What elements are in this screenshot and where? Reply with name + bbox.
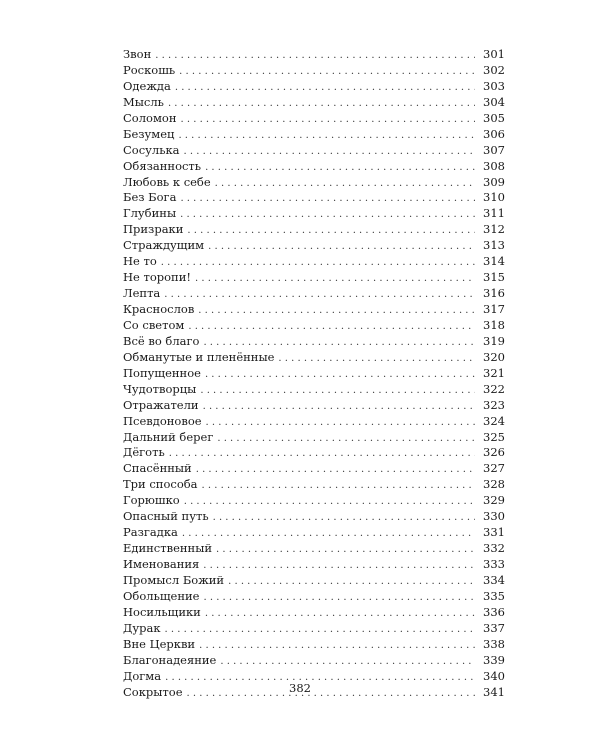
toc-entry [123,270,505,286]
toc-entry-page: 312 [483,222,505,237]
toc-entry-title: Сосулька [123,142,180,157]
toc-entry-page: 317 [483,302,505,316]
table-of-contents [123,47,505,700]
toc-entry-page: 325 [483,429,505,444]
toc-entry-title: Попущенное [123,365,201,380]
toc-entry-title: Звон [123,47,152,61]
toc-dot-leader [220,654,475,670]
toc-entry-title: Любовь к себе [123,174,211,189]
toc-entry [123,541,505,557]
toc-entry-page: 315 [483,270,505,285]
toc-entry-title: Спасённый [123,461,192,476]
toc-entry-title: Три способа [123,477,198,492]
toc-entry [123,190,505,206]
toc-dot-leader [184,144,475,160]
toc-dot-leader [180,207,475,223]
toc-dot-leader [184,494,475,510]
toc-entry-page: 324 [483,413,505,428]
toc-entry-title: Обольщение [123,588,200,603]
toc-entry [123,334,505,350]
toc-entry-title: Обманутые и пленённые [123,349,275,364]
toc-entry-title: Лепта [123,286,161,301]
toc-entry-page: 320 [483,349,505,364]
toc-entry-page: 309 [483,174,505,189]
toc-entry-page: 308 [483,158,505,173]
toc-entry [123,398,505,414]
toc-entry-title: Носильщики [123,604,201,619]
toc-entry-page: 340 [483,668,505,683]
toc-dot-leader [187,223,475,239]
toc-entry-page: 314 [483,254,505,269]
toc-dot-leader [216,542,475,558]
toc-entry-title: Страждущим [123,238,205,253]
toc-entry [123,350,505,366]
toc-entry-page: 302 [483,62,505,77]
toc-entry-title: Именования [123,557,200,571]
toc-entry-page: 328 [483,477,505,492]
toc-entry [123,95,505,111]
toc-dot-leader [228,574,475,590]
toc-entry-page: 313 [483,238,505,253]
toc-dot-leader [213,510,475,526]
toc-entry-page: 337 [483,620,505,635]
toc-dot-leader [182,526,475,542]
toc-entry [123,382,505,398]
toc-entry-page: 311 [483,206,505,221]
toc-entry [123,557,505,573]
toc-dot-leader [178,128,475,144]
toc-entry-page: 339 [483,652,505,667]
toc-entry-title: Опасный путь [123,509,209,524]
toc-dot-leader [179,64,475,80]
toc-entry [123,111,505,127]
toc-entry-page: 305 [483,110,505,125]
toc-entry-title: Глубины [123,206,177,221]
toc-dot-leader [195,271,475,287]
toc-dot-leader [278,351,475,367]
toc-dot-leader [155,48,475,64]
toc-entry-title: Дёготь [123,445,165,460]
toc-entry-title: Сокрытое [123,684,183,699]
toc-entry-title: Обязанность [123,158,202,173]
page-number: 382 [289,681,311,695]
toc-entry-title: Призраки [123,222,184,237]
toc-dot-leader [217,431,475,447]
toc-dot-leader [205,606,475,622]
toc-entry-title: Промысл Божий [123,572,225,587]
toc-entry-page: 321 [483,365,505,380]
toc-dot-leader [169,446,475,462]
toc-entry-title: Не торопи! [123,270,192,285]
toc-entry [123,637,505,653]
toc-entry [123,573,505,589]
toc-entry-page: 322 [483,381,505,396]
toc-entry [123,653,505,669]
toc-dot-leader [206,415,475,431]
toc-entry-title: Дурак [123,620,161,635]
toc-dot-leader [202,478,475,494]
toc-entry [123,493,505,509]
toc-dot-leader [198,303,475,319]
toc-dot-leader [200,383,475,399]
toc-dot-leader [203,335,475,351]
toc-entry-page: 334 [483,572,505,587]
toc-entry-title: Краснослов [123,302,195,316]
toc-entry-page: 341 [483,684,505,699]
toc-entry-title: Мысль [123,94,164,109]
toc-dot-leader [181,112,476,128]
toc-entry [123,461,505,477]
toc-entry [123,366,505,382]
toc-dot-leader [203,399,475,415]
toc-entry [123,525,505,541]
toc-entry [123,63,505,79]
toc-entry-page: 310 [483,190,505,205]
toc-entry-title: Роскошь [123,62,176,77]
toc-entry-title: Благонадеяние [123,652,217,667]
toc-entry-page: 306 [483,126,505,141]
toc-dot-leader [203,558,475,574]
toc-entry [123,175,505,191]
toc-entry [123,430,505,446]
toc-entry-page: 333 [483,557,505,571]
toc-entry-title: Псевдоновое [123,413,202,428]
toc-dot-leader [196,462,475,478]
toc-entry-page: 338 [483,636,505,651]
toc-entry [123,127,505,143]
toc-entry-title: Всё во благо [123,333,200,348]
toc-entry-title: Одежда [123,78,171,93]
toc-entry-page: 304 [483,94,505,109]
toc-entry-title: Горюшко [123,493,180,508]
toc-entry [123,477,505,493]
toc-entry-page: 331 [483,525,505,540]
toc-entry-title: Дальний берег [123,429,214,444]
toc-entry [123,621,505,637]
toc-entry [123,318,505,334]
toc-entry [123,222,505,238]
toc-entry [123,509,505,525]
toc-entry-title: Разгадка [123,525,178,540]
toc-entry [123,238,505,254]
toc-entry-page: 326 [483,445,505,460]
toc-entry-title: Безумец [123,126,175,141]
toc-dot-leader [180,191,475,207]
toc-dot-leader [168,96,475,112]
toc-dot-leader [164,287,475,303]
toc-entry-title: Соломон [123,110,177,125]
toc-dot-leader [208,239,475,255]
toc-entry-title: Чудотворцы [123,381,197,396]
toc-entry-page: 307 [483,142,505,157]
toc-entry-title: Не то [123,254,157,269]
toc-entry [123,254,505,270]
toc-dot-leader [199,638,475,654]
toc-entry-page: 330 [483,509,505,524]
toc-dot-leader [161,255,475,271]
toc-dot-leader [215,176,475,192]
toc-entry-page: 319 [483,333,505,348]
toc-entry [123,143,505,159]
toc-entry [123,159,505,175]
toc-dot-leader [205,367,475,383]
toc-entry [123,47,505,63]
toc-entry-page: 336 [483,604,505,619]
toc-dot-leader [175,80,475,96]
toc-entry-page: 327 [483,461,505,476]
toc-entry [123,79,505,95]
toc-entry-title: Вне Церкви [123,636,196,651]
toc-entry [123,206,505,222]
toc-entry [123,286,505,302]
toc-entry-title: Единственный [123,541,213,556]
toc-entry [123,302,505,318]
toc-entry-page: 303 [483,78,505,93]
toc-entry-page: 301 [483,47,505,61]
toc-entry-page: 335 [483,588,505,603]
toc-dot-leader [203,590,475,606]
toc-entry-page: 332 [483,541,505,556]
toc-dot-leader [188,319,475,335]
toc-entry-title: Отражатели [123,397,199,412]
toc-dot-leader [205,160,475,176]
toc-entry [123,589,505,605]
toc-entry-title: Догма [123,668,162,683]
toc-entry-page: 329 [483,493,505,508]
toc-entry-page: 318 [483,317,505,332]
toc-entry [123,445,505,461]
toc-entry-page: 316 [483,286,505,301]
toc-entry-title: Со светом [123,317,185,332]
toc-entry-title: Без Бога [123,190,177,205]
toc-entry-page: 323 [483,397,505,412]
toc-entry [123,605,505,621]
toc-entry [123,414,505,430]
toc-dot-leader [165,622,475,638]
